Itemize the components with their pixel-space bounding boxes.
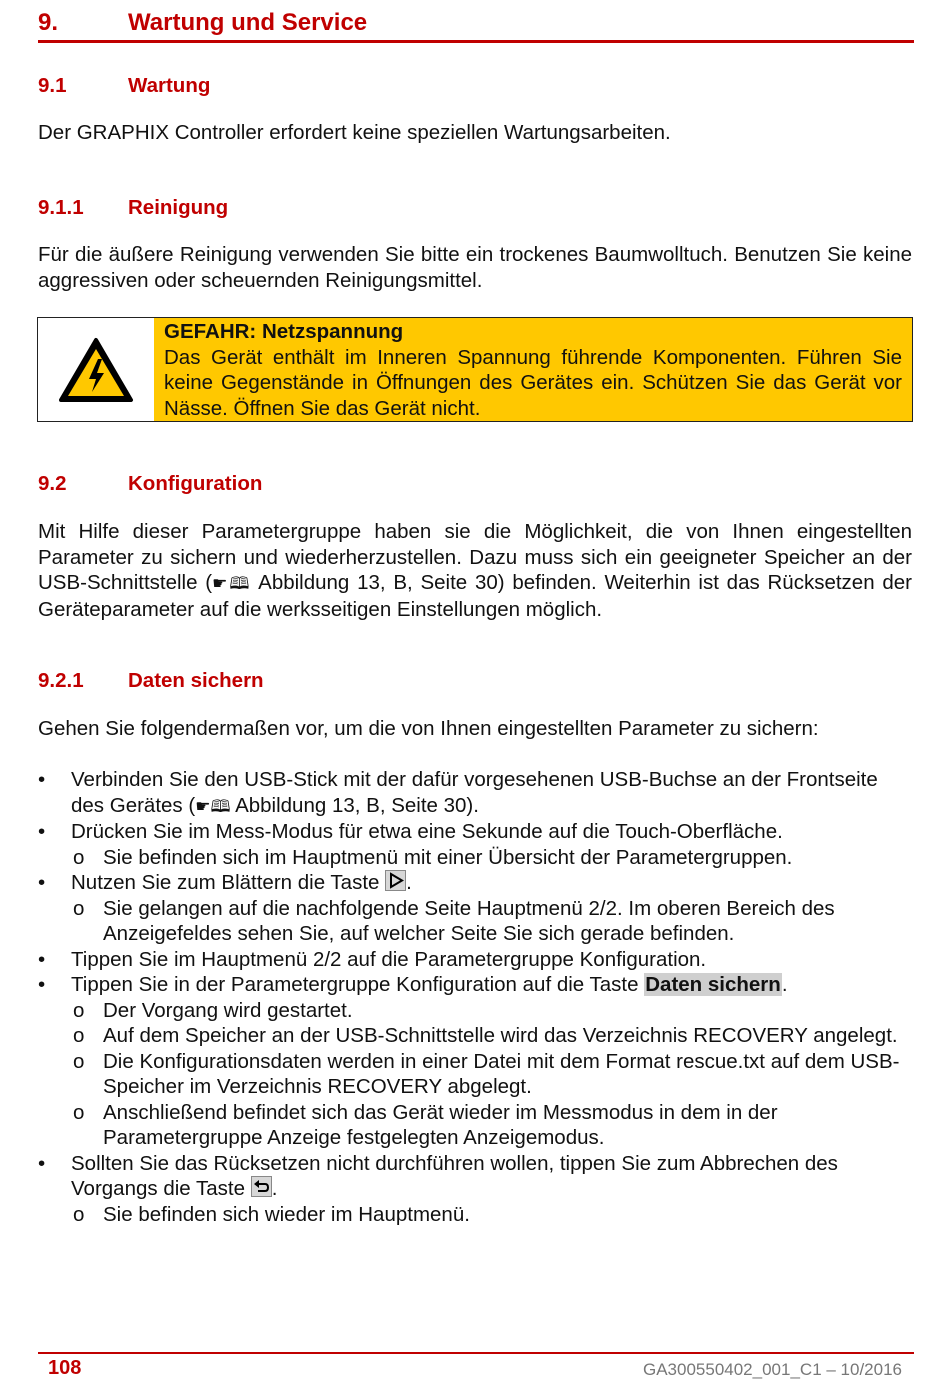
play-triangle-icon (385, 870, 406, 891)
paragraph-text: Abbildung 13, B, Seite 30) befinden. Weiterhin ist das Rücksetzen der Geräteparameter auf die werksseitigen Einstellungen möglich. (38, 571, 912, 621)
warning-box (37, 317, 913, 422)
sub-list (71, 845, 912, 871)
sub-list-item: o Anschließend befindet sich das Gerät wieder im Messmodus in dem in der Parametergruppe Anzeige festgelegten Anzeigemodus. (71, 1100, 912, 1151)
sub-list-item: o Sie befinden sich wieder im Hauptmenü. (71, 1202, 912, 1228)
section-number: 9.1.1 (38, 196, 84, 219)
step-text: Nutzen Sie zum Blättern die Taste (71, 871, 380, 894)
section-number: 9.2.1 (38, 669, 84, 692)
step-text: . (781, 973, 788, 996)
section-title: Wartung (128, 74, 211, 97)
chapter-number: 9. (38, 9, 59, 36)
sub-list-item: o Sie befinden sich im Hauptmenü mit einer Übersicht der Parametergruppen. (71, 845, 912, 871)
paragraph-text: Mit Hilfe dieser Parametergruppe haben sie die Möglichkeit, die von Ihnen eingestellten Parameter zu sichern und wiederherzustellen. Dazu muss sich ein geeigneter Speicher an der USB-Schnittstelle ( (38, 520, 912, 594)
sub-list (71, 998, 912, 1151)
step-text: . (271, 1177, 278, 1200)
section-number: 9.1 (38, 74, 67, 97)
list-item (38, 1151, 912, 1228)
step-text: Tippen Sie in der Parametergruppe Konfiguration auf die Taste (71, 973, 645, 996)
sub-list (71, 896, 912, 947)
section-heading-9-1-1 (38, 195, 228, 221)
return-arrow-icon (251, 1176, 272, 1197)
sub-list-item: o Die Konfigurationsdaten werden in einer Datei mit dem Format rescue.txt auf dem USB-Speicher im Verzeichnis RECOVERY abgelegt. (71, 1049, 912, 1100)
section-title: Reinigung (128, 196, 229, 219)
section-heading-9-2 (38, 471, 262, 497)
section-number: 9.2 (38, 472, 67, 495)
daten-sichern-button-label: Daten sichern (645, 973, 781, 996)
section-heading-9-2-1 (38, 668, 264, 694)
book-reference-icon: ☛🕮 (195, 796, 231, 816)
chapter-heading (38, 8, 914, 43)
warning-title: GEFAHR: Netzspannung (164, 320, 404, 343)
paragraph-intro: Gehen Sie folgendermaßen vor, um die von Ihnen eingestellten Parameter zu sichern: (38, 717, 819, 740)
sub-list (71, 1202, 912, 1228)
list-item (38, 870, 912, 947)
paragraph-wartung: Der GRAPHIX Controller erfordert keine speziellen Wartungsarbeiten. (38, 121, 671, 144)
list-item (38, 972, 912, 1151)
step-text: Drücken Sie im Mess-Modus für etwa eine Sekunde auf die Touch-Oberfläche. (71, 820, 783, 843)
list-item (38, 767, 912, 819)
warning-text-area (154, 318, 912, 421)
step-text: Abbildung 13, B, Seite 30). (230, 793, 479, 817)
steps-list (38, 767, 912, 1227)
book-reference-icon: ☛🕮 (212, 574, 252, 593)
section-title: Konfiguration (128, 472, 263, 495)
paragraph-reinigung: Für die äußere Reinigung verwenden Sie bitte ein trockenes Baumwolltuch. Benutzen Sie keine aggressiven oder scheuernden Reinigungsmittel. (38, 243, 912, 292)
list-item (38, 819, 912, 870)
step-text: Tippen Sie im Hauptmenü 2/2 auf die Parametergruppe Konfiguration. (71, 947, 707, 971)
sub-list-item: o Auf dem Speicher an der USB-Schnittstelle wird das Verzeichnis RECOVERY angelegt. (71, 1023, 912, 1049)
sub-list-item: o Sie gelangen auf die nachfolgende Seite Hauptmenü 2/2. Im oberen Bereich des Anzeigefeldes sehen Sie, auf welcher Seite Sie sich gerade befinden. (71, 896, 912, 947)
step-text: Sollten Sie das Rücksetzen nicht durchführen wollen, tippen Sie zum Abbrechen des Vorgangs die Taste (71, 1151, 838, 1200)
paragraph-konfiguration (38, 519, 912, 622)
footer-divider (38, 1352, 914, 1354)
high-voltage-warning-icon (38, 318, 154, 421)
section-heading-9-1 (38, 73, 210, 99)
chapter-title: Wartung und Service (128, 9, 368, 36)
step-text: . (406, 871, 412, 894)
page-number: 108 (48, 1357, 82, 1379)
list-item (38, 947, 912, 973)
section-title: Daten sichern (128, 669, 264, 692)
step-text: Verbinden Sie den USB-Stick mit der dafür vorgesehenen USB-Buchse an der Frontseite des Gerätes ( (71, 768, 878, 817)
sub-list-item: o Der Vorgang wird gestartet. (71, 998, 912, 1024)
document-id: GA300550402_001_C1 – 10/2016 (642, 1360, 902, 1379)
warning-body: Das Gerät enthält im Inneren Spannung führende Komponenten. Führen Sie keine Gegenstände in Öffnungen des Gerätes ein. Schützen Sie das Gerät vor Nässe. Öffnen Sie das Gerät nicht. (164, 345, 902, 420)
